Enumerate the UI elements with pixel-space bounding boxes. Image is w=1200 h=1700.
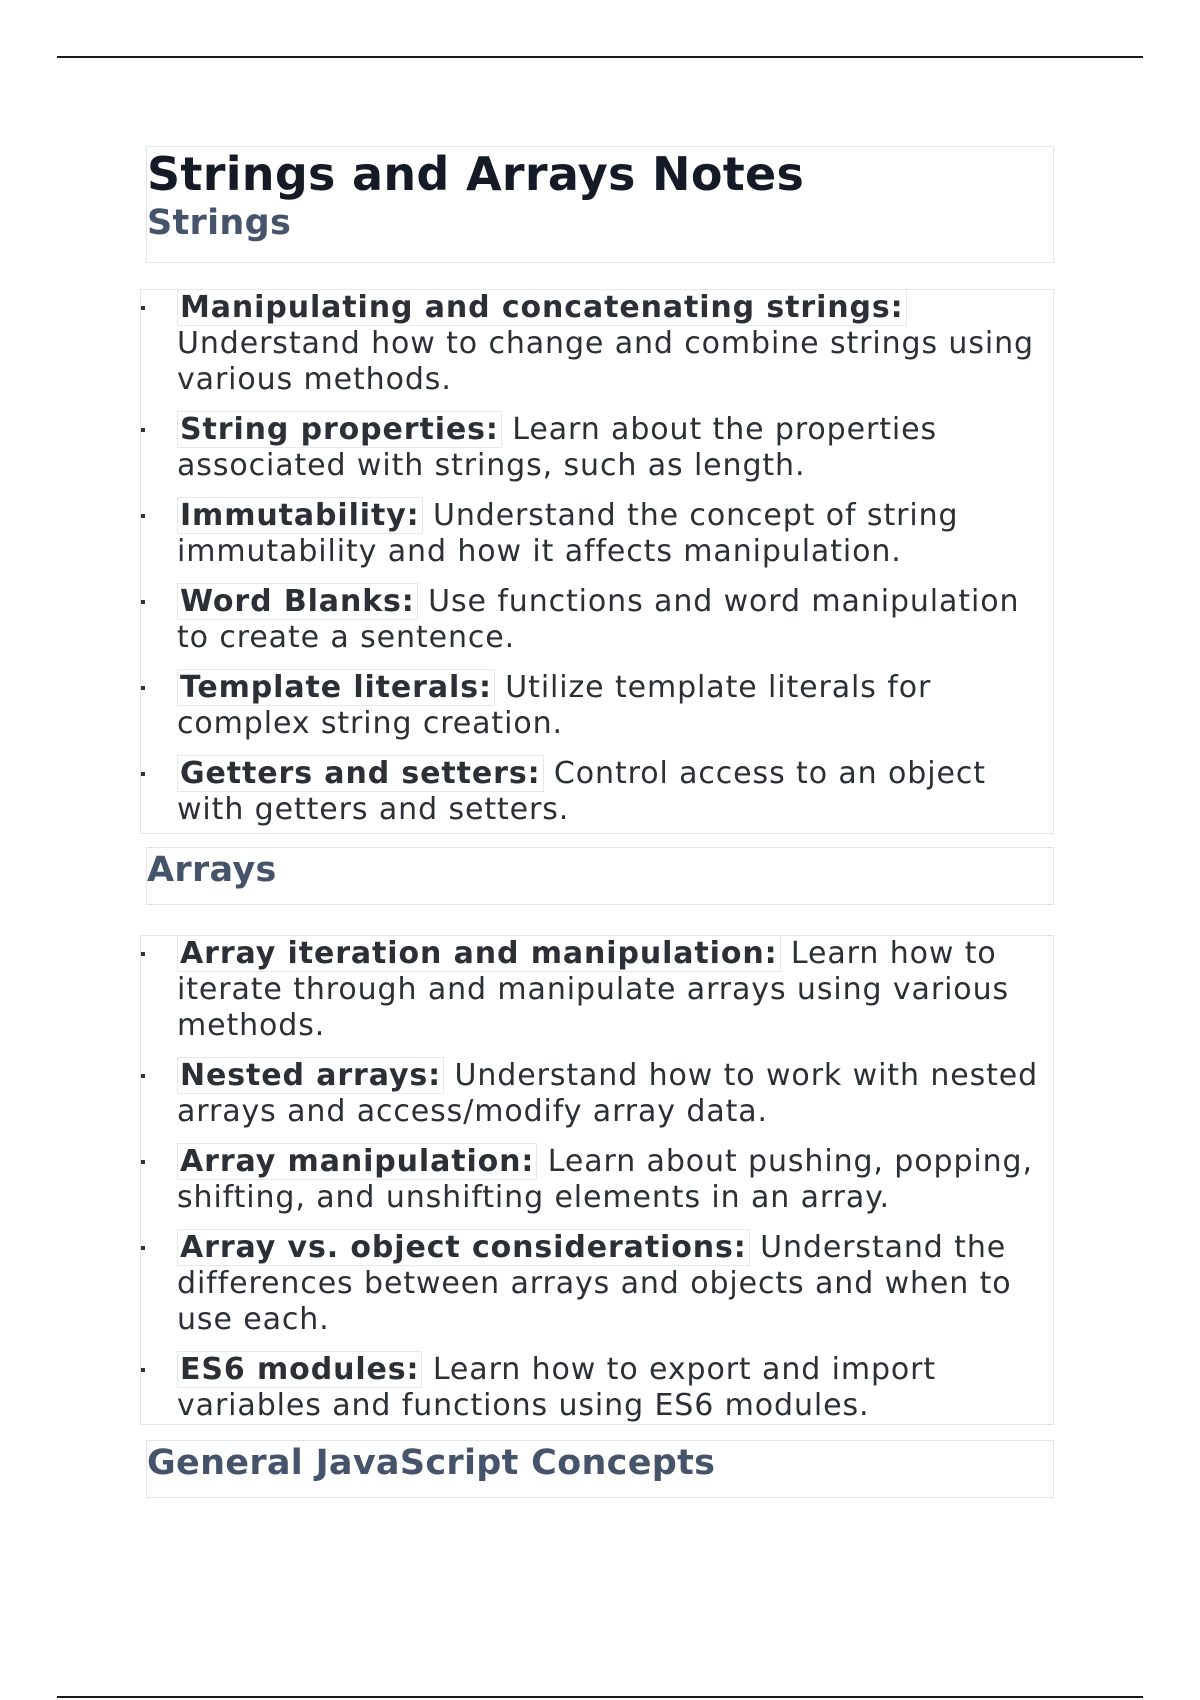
section-heading-strings: Strings — [147, 203, 292, 243]
bottom-rule — [57, 1696, 1143, 1698]
list-item — [141, 584, 1053, 656]
item-text: Understand how to change and combine strings using various methods. — [177, 326, 1034, 397]
item-term: String properties: — [177, 411, 502, 448]
page-title: Strings and Arrays Notes — [147, 147, 805, 201]
item-term: Array vs. object considerations: — [177, 1229, 750, 1266]
list-item — [141, 412, 1053, 484]
item-text: Understand the concept of string immutability and how it affects manipulation. — [177, 498, 959, 569]
arrays-list — [140, 935, 1054, 1425]
item-term: Array manipulation: — [177, 1143, 537, 1180]
list-item — [141, 670, 1053, 742]
top-rule — [57, 56, 1143, 58]
list-item — [141, 936, 1053, 1044]
list-item — [141, 1230, 1053, 1338]
item-term: Array iteration and manipulation: — [177, 935, 781, 972]
item-text: Control access to an object with getters and setters. — [177, 756, 986, 827]
list-item — [141, 756, 1053, 828]
item-text: Understand the differences between arrays and objects and when to use each. — [177, 1230, 1012, 1337]
item-term: Getters and setters: — [177, 755, 544, 792]
item-text: Learn about the properties associated with strings, such as length. — [177, 412, 938, 483]
arrays-heading-block — [146, 847, 1054, 905]
item-term: ES6 modules: — [177, 1351, 422, 1388]
list-item — [141, 1352, 1053, 1424]
section-heading-arrays: Arrays — [147, 850, 277, 890]
list-item — [141, 1058, 1053, 1130]
item-term: Template literals: — [177, 669, 495, 706]
section-heading-general-js: General JavaScript Concepts — [147, 1443, 716, 1483]
title-block — [146, 146, 1054, 263]
list-item — [141, 290, 1053, 398]
item-text: Learn how to export and import variables and functions using ES6 modules. — [177, 1352, 937, 1423]
strings-list — [140, 289, 1054, 834]
item-text: Learn how to iterate through and manipulate arrays using various methods. — [177, 936, 1010, 1043]
item-term: Nested arrays: — [177, 1057, 444, 1094]
list-item — [141, 1144, 1053, 1216]
item-term: Manipulating and concatenating strings: — [177, 289, 907, 326]
item-text: Understand how to work with nested arrays and access/modify array data. — [177, 1058, 1039, 1129]
general-heading-block — [146, 1440, 1054, 1498]
item-text: Learn about pushing, popping, shifting, and unshifting elements in an array. — [177, 1144, 1033, 1215]
item-text: Use functions and word manipulation to create a sentence. — [177, 584, 1020, 655]
list-item — [141, 498, 1053, 570]
item-term: Word Blanks: — [177, 583, 418, 620]
item-term: Immutability: — [177, 497, 423, 534]
item-text: Utilize template literals for complex string creation. — [177, 670, 932, 741]
